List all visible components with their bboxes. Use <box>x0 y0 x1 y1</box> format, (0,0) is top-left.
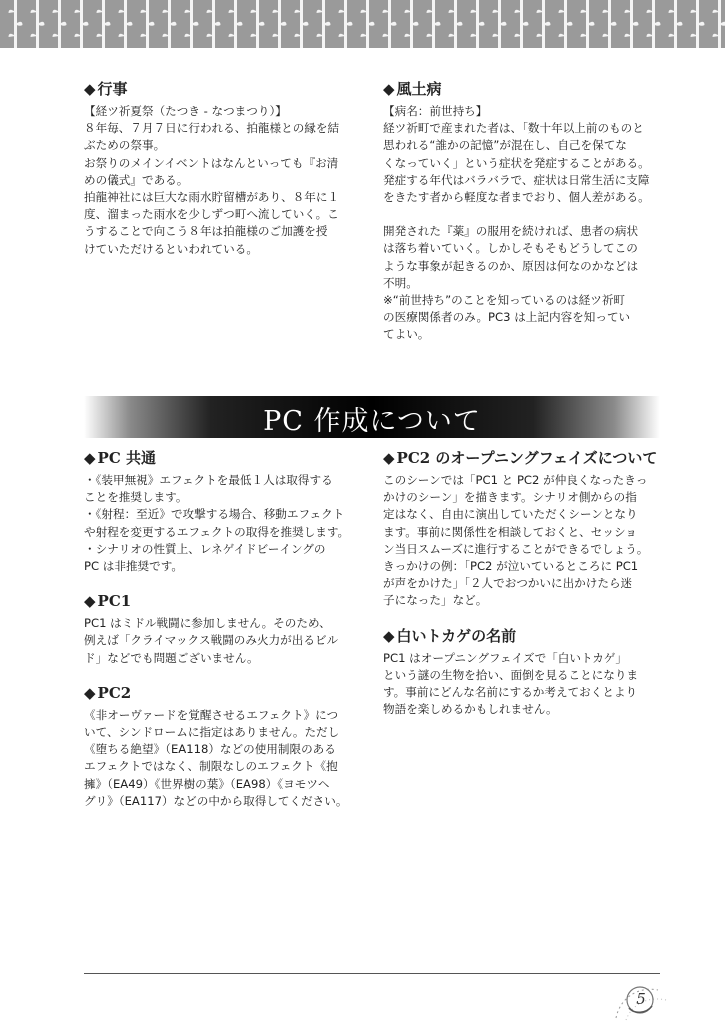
text-section <box>84 683 366 810</box>
diamond-bullet-icon: ◆ <box>383 449 395 467</box>
body-text-line: 不明。 <box>383 275 418 290</box>
body-text-line: 《堕ちる絶望》（EA118）などの使用制限のある <box>84 742 336 757</box>
section-heading <box>84 591 366 611</box>
body-text-line: 《非オーヴァードを覚醒させるエフェクト》につ <box>84 707 339 722</box>
column-left-top <box>84 79 366 274</box>
body-text-line: 物語を楽しめるかもしれません。 <box>383 702 558 717</box>
body-text-line: という謎の生物を拾い、面倒を見ることになりま <box>383 667 639 682</box>
body-text-line: ような事象が起きるのか、原因は何なのかなどは <box>383 258 639 273</box>
body-text-line: や射程を変更するエフェクトの取得を推奨します。 <box>84 524 350 539</box>
body-text-line: ことを推奨します。 <box>84 490 188 505</box>
body-text-line: このシーンでは「PC1 と PC2 が仲良くなったきっ <box>383 473 648 487</box>
diamond-bullet-icon: ◆ <box>383 626 395 645</box>
paragraph-gap <box>383 206 665 223</box>
body-text-line: す。事前にどんな名前にするか考えておくとより <box>383 685 638 700</box>
diamond-bullet-icon: ◆ <box>84 80 96 98</box>
body-text-line: きっかけの例：「PC2 が泣いているところに PC1 <box>383 559 639 574</box>
section-heading <box>383 79 665 99</box>
column-left-bottom <box>84 448 366 826</box>
body-text-line: ・《装甲無視》エフェクトを最低１人は取得する <box>84 473 333 487</box>
section-heading-text: PC2 <box>97 683 132 702</box>
section-heading <box>84 448 366 468</box>
text-section <box>383 448 665 610</box>
text-section <box>84 591 366 667</box>
body-text-line: ・シナリオの性質上、レネゲイドビーイングの <box>84 541 326 556</box>
text-section <box>84 79 366 258</box>
diamond-bullet-icon: ◆ <box>84 683 96 702</box>
section-heading <box>383 626 665 646</box>
body-text-line: ※“前世持ち”のことを知っているのは経ツ祈町 <box>383 293 626 308</box>
body-text-line: 【経ツ祈夏祭（たつき - なつまつり）】 <box>84 104 287 118</box>
body-text-line: PC1 はミドル戦闘に参加しません。そのため、 <box>84 616 331 631</box>
body-text-line: ます。事前に関係性を相談しておくと、セッショ <box>383 524 637 539</box>
body-text-line: は落ち着いていく。しかしそもそもどうしてこの <box>383 241 638 256</box>
body-text-line: 【病名：前世持ち】 <box>383 104 488 118</box>
body-text-line: PC は非推奨です。 <box>84 559 184 574</box>
body-text-line: グリ》（EA117）などの中から取得してください。 <box>84 793 348 808</box>
page-number: 5 <box>636 990 646 1008</box>
section-heading <box>383 448 665 468</box>
body-text-line: ・《射程：至近》で攻撃する場合、移動エフェクト <box>84 507 345 522</box>
section-heading <box>84 683 366 703</box>
body-text-line: 経ツ祈町で産まれた者は、「数十年以上前のものと <box>383 121 644 136</box>
body-text-line: ぶための祭事。 <box>84 138 166 153</box>
section-heading <box>84 79 366 99</box>
body-text-line: いて、シンドロームに指定はありません。ただし <box>84 725 340 740</box>
section-heading-text: PC2 のオープニングフェイズについて <box>396 449 658 467</box>
body-text-line: 発症する年代はバラバラで、症状は日常生活に支障 <box>383 172 650 187</box>
banner-title: PC 作成について <box>263 406 481 437</box>
body-text-line: ド」などでも問題ございません。 <box>84 650 259 665</box>
body-text-line: 度、溜まった雨水を少しずつ町へ流していく。こ <box>84 207 339 222</box>
body-text-line: 定はなく、自由に演出していただくシーンとなり <box>383 507 638 522</box>
section-banner <box>84 396 660 438</box>
body-text-line: めの儀式』である。 <box>84 172 189 187</box>
body-text-line: 思われる“誰かの記憶”が混在し、自己を保てな <box>383 138 627 153</box>
column-right-bottom <box>383 448 665 734</box>
body-text-line: をきたす者から軽度な者までおり、個人差がある。 <box>383 190 650 205</box>
body-text-line: が声をかけた」「２人でおつかいに出かけたら迷 <box>383 576 633 591</box>
body-text-line: の医療関係者のみ。PC3 は上記内容を知ってい <box>383 310 631 325</box>
column-right-top <box>383 79 665 360</box>
decorative-header-band <box>0 0 725 48</box>
body-text-line: 例えば「クライマックス戦闘のみ火力が出るビル <box>84 633 339 648</box>
text-section <box>383 79 665 344</box>
body-text-line: くなっていく」という症状を発症することがある。 <box>383 155 650 170</box>
text-section <box>84 448 366 575</box>
section-heading-text: 風土病 <box>396 80 442 98</box>
diamond-bullet-icon: ◆ <box>383 80 395 98</box>
section-heading-text: 白いトカゲの名前 <box>396 626 517 645</box>
body-text-line: けていただけるといわれている。 <box>84 241 258 256</box>
body-text-line: かけのシーン」を描きます。シナリオ側からの指 <box>383 490 637 505</box>
diamond-bullet-icon: ◆ <box>84 449 96 467</box>
section-heading-text: PC 共通 <box>97 449 156 467</box>
body-text-line: 開発された『薬』の服用を続ければ、患者の病状 <box>383 224 639 239</box>
footer-rule <box>84 973 660 974</box>
body-text-line: エフェクトではなく、制限なしのエフェクト《抱 <box>84 759 338 774</box>
body-text-line: ８年毎、７月７日に行われる、拍龍様との縁を結 <box>84 121 340 136</box>
body-text-line: 擁》（EA49）《世界樹の葉》（EA98）《ヨモツヘ <box>84 776 330 791</box>
body-text-line: お祭りのメインイベントはなんといっても『お清 <box>84 155 339 170</box>
body-text-line: 子になった」など。 <box>383 593 488 608</box>
section-heading-text: 行事 <box>97 80 128 98</box>
text-section <box>383 626 665 719</box>
section-heading-text: PC1 <box>97 592 132 611</box>
body-text-line: うすることで向こう８年は拍龍様のご加護を授 <box>84 224 328 239</box>
diamond-bullet-icon: ◆ <box>84 592 96 611</box>
body-text-line: ン当日スムーズに進行することができるでしょう。 <box>383 541 649 556</box>
body-text-line: てよい。 <box>383 327 430 342</box>
body-text-line: PC1 はオープニングフェイズで「白いトカゲ」 <box>383 650 627 665</box>
body-text-line: 拍龍神社には巨大な雨水貯留槽があり、８年に１ <box>84 190 340 205</box>
